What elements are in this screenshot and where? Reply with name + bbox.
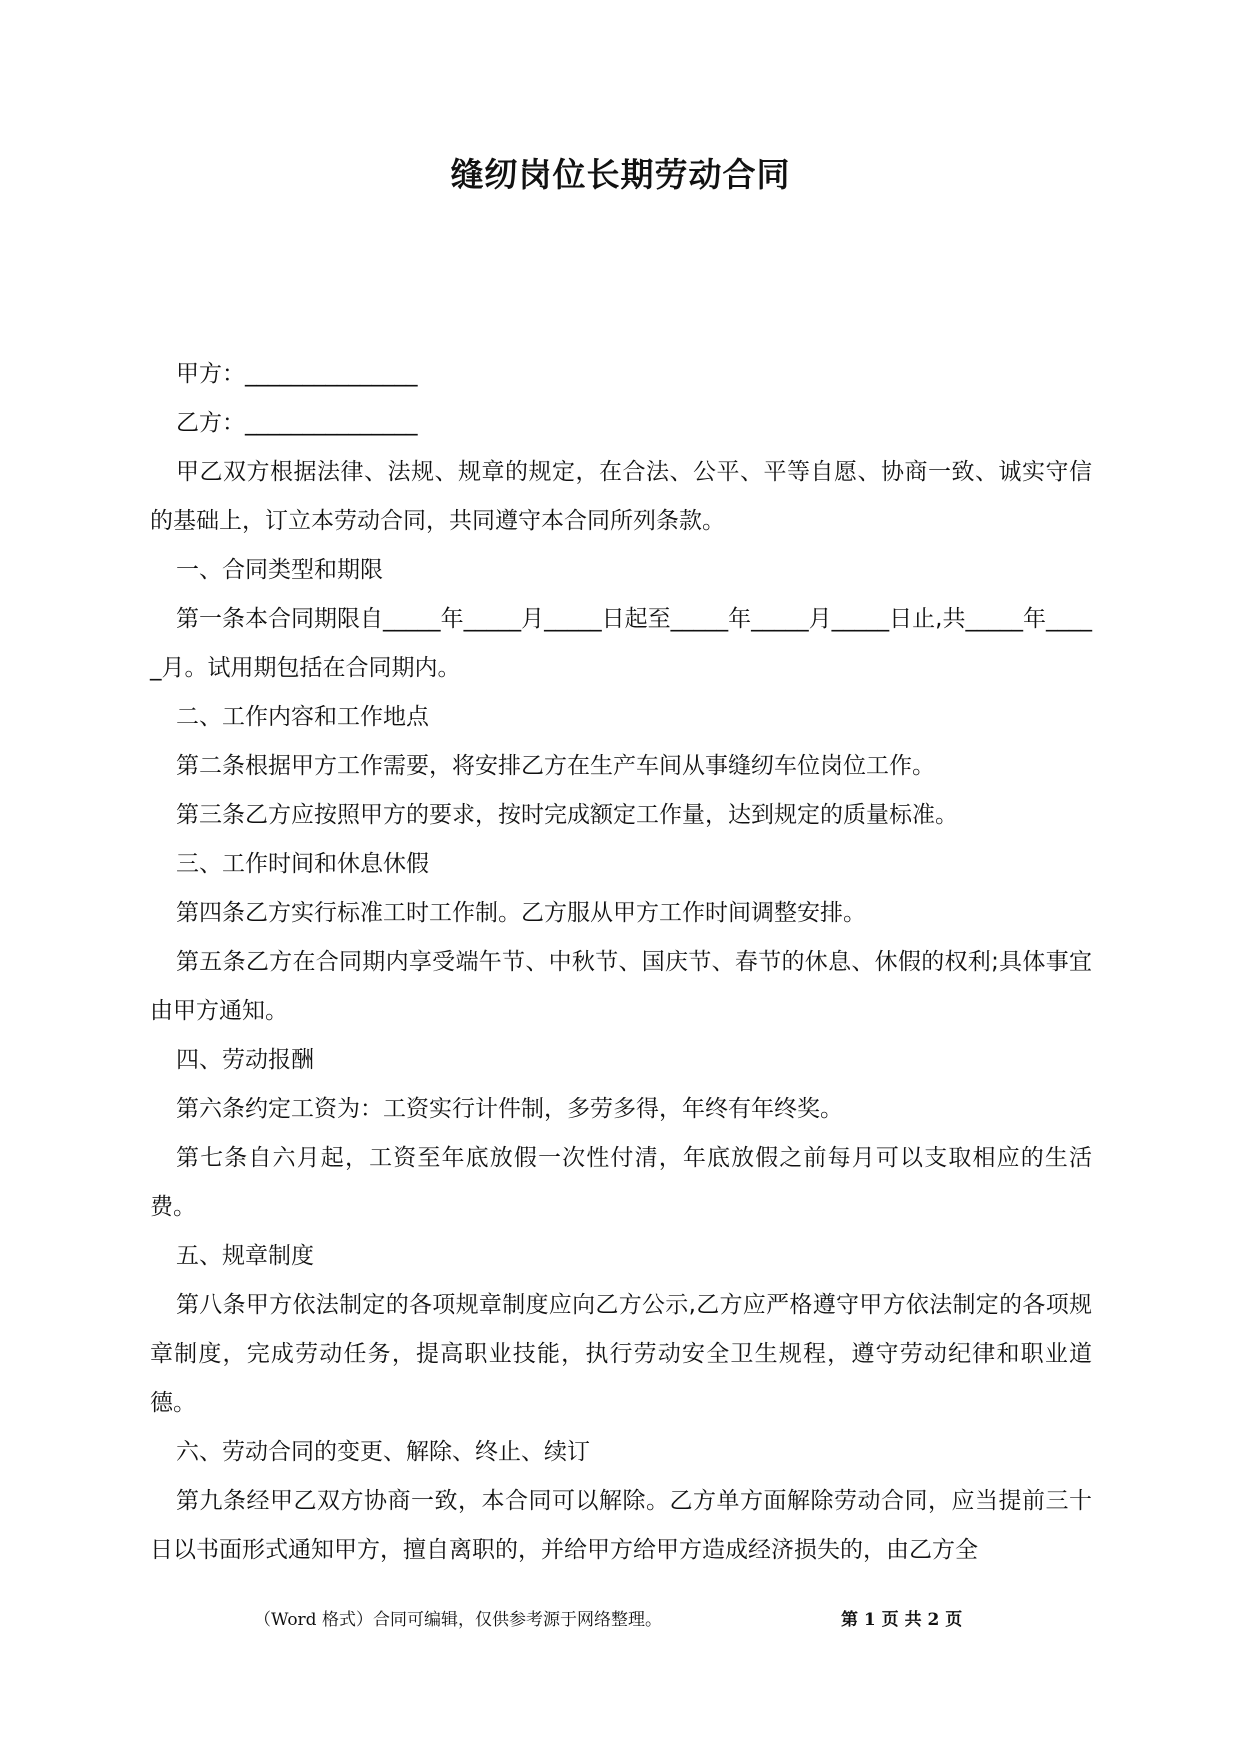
clause-paragraph: 第五条乙方在合同期内享受端午节、中秋节、国庆节、春节的休息、休假的权利;具体事宜由甲方通知。 bbox=[150, 949, 1092, 1024]
clause-paragraph: 第三条乙方应按照甲方的要求，按时完成额定工作量，达到规定的质量标准。 bbox=[176, 802, 958, 828]
document-body bbox=[150, 350, 1092, 1575]
section-heading: 二、工作内容和工作地点 bbox=[176, 704, 429, 730]
clause-paragraph: 第四条乙方实行标准工时工作制。乙方服从甲方工作时间调整安排。 bbox=[176, 900, 866, 926]
clause-paragraph: 第八条甲方依法制定的各项规章制度应向乙方公示,乙方应严格遵守甲方依法制定的各项规章制度，完成劳动任务，提高职业技能，执行劳动安全卫生规程，遵守劳动纪律和职业道德。 bbox=[150, 1292, 1092, 1416]
section-heading: 六、劳动合同的变更、解除、终止、续订 bbox=[176, 1439, 590, 1465]
clause-paragraph: 第六条约定工资为：工资实行计件制，多劳多得，年终有年终奖。 bbox=[176, 1096, 843, 1122]
preamble-paragraph: 甲乙双方根据法律、法规、规章的规定，在合法、公平、平等自愿、协商一致、诚实守信的基础上，订立本劳动合同，共同遵守本合同所列条款。 bbox=[150, 459, 1092, 534]
clause-paragraph: 第二条根据甲方工作需要，将安排乙方在生产车间从事缝纫车位岗位工作。 bbox=[176, 753, 935, 779]
document-title: 缝纫岗位长期劳动合同 bbox=[450, 155, 791, 194]
section-heading: 一、合同类型和期限 bbox=[176, 557, 383, 583]
clause-paragraph: 第一条本合同期限自_____年_____月_____日起至_____年_____月_____日止,共_____年_____月。试用期包括在合同期内。 bbox=[150, 606, 1092, 681]
party-b-line: 乙方：_______________ bbox=[176, 410, 418, 436]
page-number: 第 1 页 共 2 页 bbox=[841, 1610, 963, 1630]
section-heading: 五、规章制度 bbox=[176, 1243, 314, 1269]
clause-paragraph: 第七条自六月起，工资至年底放假一次性付清，年底放假之前每月可以支取相应的生活费。 bbox=[150, 1145, 1092, 1220]
clause-paragraph: 第九条经甲乙双方协商一致，本合同可以解除。乙方单方面解除劳动合同，应当提前三十日以书面形式通知甲方，擅自离职的，并给甲方给甲方造成经济损失的，由乙方全 bbox=[150, 1488, 1092, 1563]
section-heading: 四、劳动报酬 bbox=[176, 1047, 314, 1073]
party-a-line: 甲方：_______________ bbox=[176, 361, 418, 387]
section-heading: 三、工作时间和休息休假 bbox=[176, 851, 429, 877]
footer-note: （Word 格式）合同可编辑，仅供参考源于网络整理。 bbox=[254, 1610, 662, 1630]
